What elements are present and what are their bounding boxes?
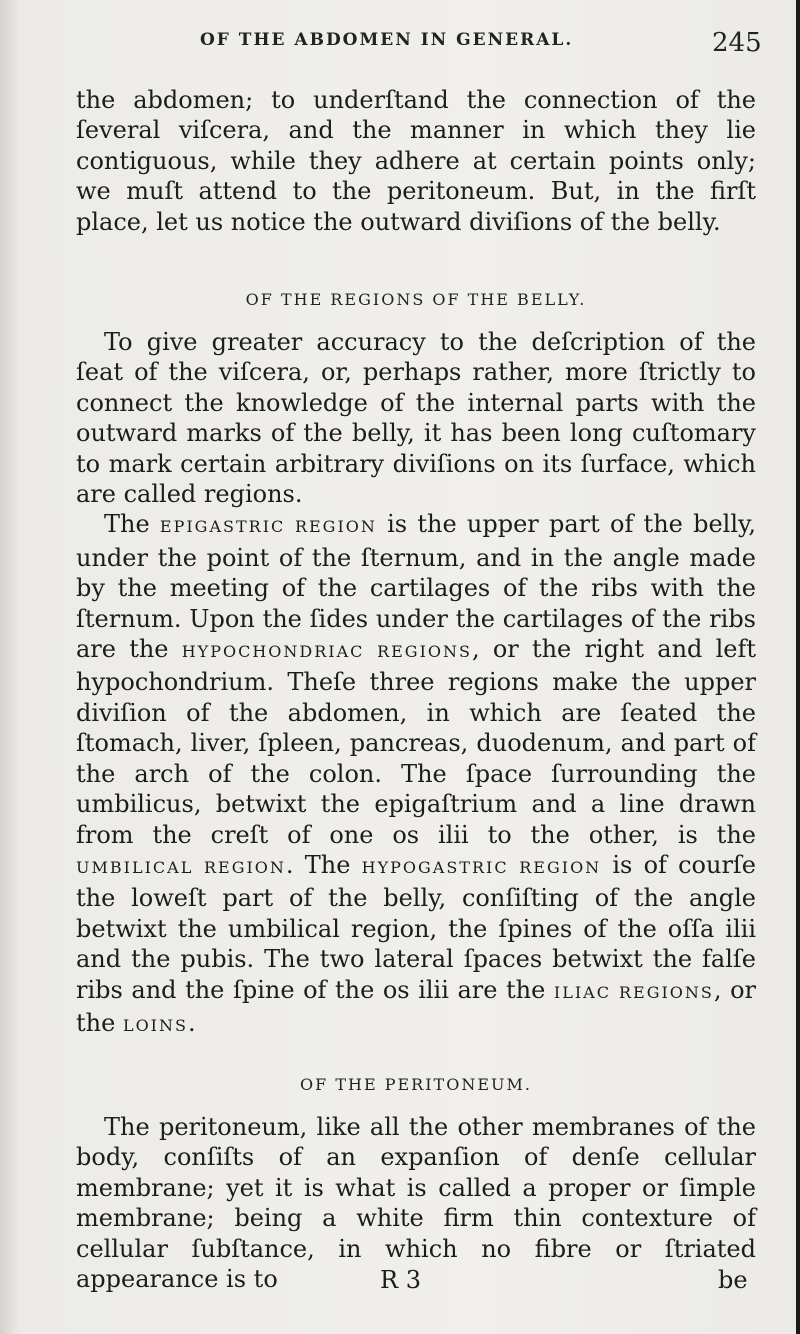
text-run: . The <box>285 850 362 879</box>
text-run: , or the right and left hypochondrium. Theſe three regions make the upper diviſion of the abdomen, in which are ſeated the ſtomach, liver, ſpleen, pancreas, duodenum, and part of the arch of the colon. The ſpace ſurrounding the umbilicus, betwixt the epigaſtrium and a line drawn from the creſt of one os ilii to the other, is the <box>76 635 757 849</box>
text-run: The <box>104 510 160 539</box>
catchword: be <box>718 1266 748 1294</box>
term-hypochondriac-regions: HYPOCHONDRIAC REGIONS <box>181 642 472 662</box>
regions-paragraph-1: To give greater accuracy to the deſcription of the ſeat of the viſcera, or, perhaps rather, more ſtrictly to connect the knowledge of the internal parts with the outward marks of the belly, it has been long cuſtomary to mark certain arbitrary diviſions on its ſurface, which are called regions. <box>76 328 756 509</box>
term-epigastric-region: EPIGASTRIC REGION <box>159 517 377 537</box>
term-umbilical-region: UMBILICAL REGION <box>76 857 286 877</box>
term-loins: LOINS <box>122 1015 188 1035</box>
term-iliac-regions: ILIAC REGIONS <box>553 982 714 1002</box>
intro-paragraph <box>76 85 756 237</box>
section-heading-regions: OF THE REGIONS OF THE BELLY. <box>245 290 587 309</box>
page-number: 245 <box>712 28 762 58</box>
signature-mark: R 3 <box>380 1266 421 1294</box>
text-run: is of courſe the loweſt part of the belly, conſiſting of the angle betwixt the umbilical region, the ſpines of the oſſa ilii and the pubis. The two lateral ſpaces betwixt the falſe ribs and the ſpine of the os ilii are the <box>76 850 756 1004</box>
regions-paragraph-2 <box>76 509 756 1041</box>
regions-section-body <box>76 327 756 1041</box>
intro-text: the abdomen; to underſtand the connection of the ſeveral viſcera, and the manner in which they lie contiguous, while they adhere at certain points only; we muſt attend to the peritoneum. But, in the firſt place, let us notice the outward diviſions of the belly. <box>76 86 756 236</box>
text-run: is the upper part of the belly, under the point of the ſternum, and in the angle made by the meeting of the cartilages of the ribs with the ſternum. Upon the ſides under the cartilages of the ribs are the <box>76 510 757 664</box>
section-heading-peritoneum: OF THE PERITONEUM. <box>300 1075 532 1094</box>
running-head: OF THE ABDOMEN IN GENERAL. <box>200 30 574 50</box>
text-run: . <box>187 1008 196 1037</box>
text-run: , or the <box>76 975 757 1037</box>
term-hypogastric-region: HYPOGASTRIC REGION <box>361 857 602 877</box>
peritoneum-paragraph-1: The peritoneum, like all the other membranes of the body, conſiſts of an expanſion of denſe cellular membrane; yet it is what is called a proper or ſimple membrane; being a white firm thin contexture of cellular ſubſtance, in which no fibre or ſtriated appearance is to <box>76 1113 756 1294</box>
